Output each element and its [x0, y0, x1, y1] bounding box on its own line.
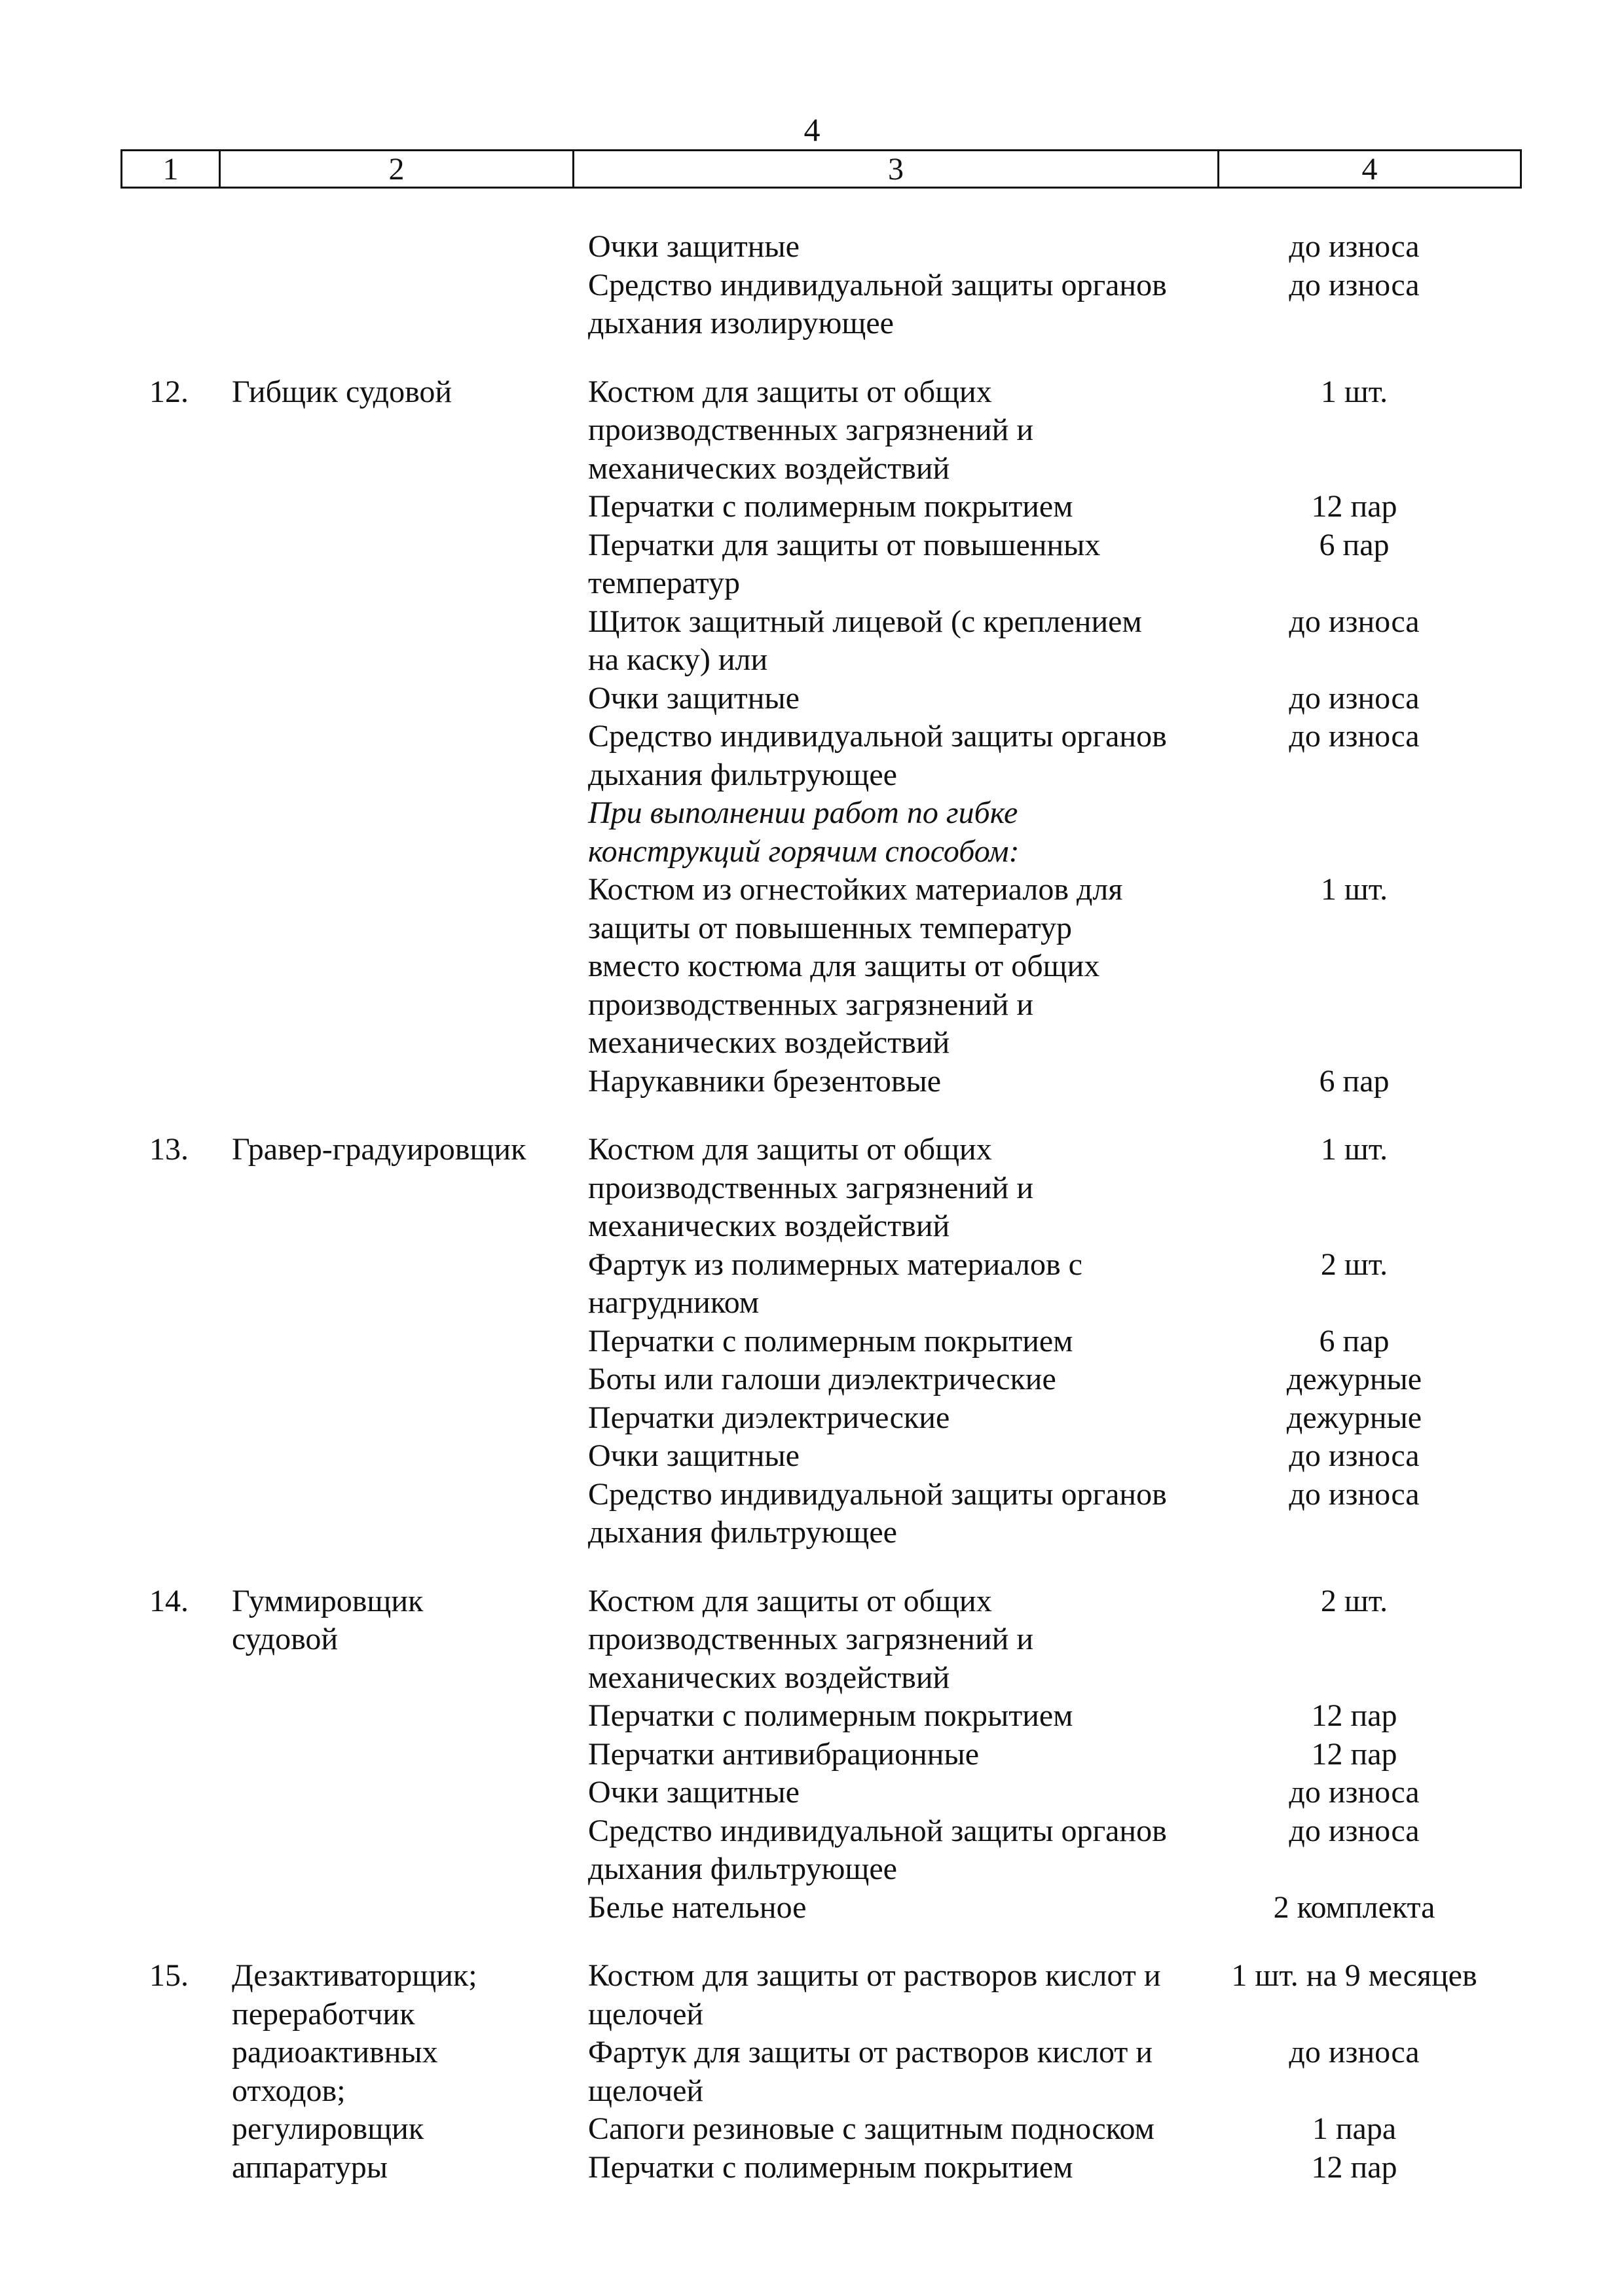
ppe-item-name: [588, 680, 1217, 718]
ppe-item-name-line: механических воздействий: [588, 1209, 950, 1243]
ppe-item-name-line: Боты или галоши диэлектрические: [588, 1362, 1056, 1396]
ppe-item-list: [588, 1957, 1624, 2187]
ppe-item-name: [588, 2149, 1217, 2187]
ppe-item-quantity: до износа: [1289, 2035, 1420, 2069]
ppe-item-quantity: до износа: [1289, 1775, 1420, 1810]
ppe-item-name-line: щелочей: [588, 2073, 704, 2108]
ppe-item-quantity: 1 шт.: [1320, 1132, 1388, 1167]
ppe-item: [588, 1437, 1624, 1476]
ppe-item-quantity: 12 пар: [1311, 489, 1397, 524]
ppe-item-name-line: Щиток защитный лицевой (с креплением: [588, 604, 1142, 639]
ppe-item-name: [588, 1774, 1217, 1812]
ppe-item: [588, 1131, 1624, 1246]
ppe-item-quantity: 6 пар: [1319, 527, 1390, 562]
ppe-item-name: [588, 2110, 1217, 2149]
ppe-item-quantity: 2 комплекта: [1273, 1889, 1435, 1925]
ppe-item-name-line: Перчатки с полимерным покрытием: [588, 1698, 1073, 1733]
column-header-row: [120, 149, 1522, 189]
ppe-item-name-line: механических воздействий: [588, 1025, 950, 1060]
ppe-item: [588, 718, 1624, 794]
entry-number: 12.: [149, 374, 189, 409]
ppe-item-name: [588, 526, 1217, 603]
column-header-2: 2: [221, 151, 574, 187]
ppe-item-name-line: производственных загрязнений и: [588, 1170, 1034, 1205]
ppe-item-quantity: до износа: [1289, 604, 1420, 639]
ppe-item: [588, 603, 1624, 680]
ppe-item-name: [588, 1322, 1217, 1361]
ppe-item-name-line: дыхания фильтрующее: [588, 757, 897, 792]
profession-name-line: регулировщик: [232, 2111, 424, 2146]
ppe-item-quantity: 12 пар: [1311, 2149, 1397, 2185]
ppe-item: [588, 373, 1624, 488]
ppe-item-name-line: Средство индивидуальной защиты органов: [588, 267, 1167, 302]
ppe-item-name: [588, 1697, 1217, 1736]
ppe-item: [588, 2033, 1624, 2110]
ppe-item: [588, 1476, 1624, 1552]
ppe-item-name-line: Очки защитные: [588, 1438, 800, 1473]
ppe-item-name: [588, 373, 1217, 488]
profession-name-line: Гуммировщик: [232, 1583, 424, 1618]
ppe-item: [588, 1322, 1624, 1361]
ppe-item: [588, 1246, 1624, 1322]
ppe-item-name-line: механических воздействий: [588, 1660, 950, 1695]
ppe-item-name-line: Перчатки диэлектрические: [588, 1400, 950, 1435]
ppe-item-name-line: Очки защитные: [588, 229, 800, 264]
ppe-item-name-line: Перчатки с полимерным покрытием: [588, 489, 1073, 524]
ppe-item: [588, 680, 1624, 718]
ppe-item-quantity: 2 шт.: [1320, 1583, 1388, 1618]
ppe-item-name: [588, 1063, 1217, 1101]
column-header-3: 3: [574, 151, 1219, 187]
ppe-item-name-line: Перчатки с полимерным покрытием: [588, 2149, 1073, 2185]
ppe-item-quantity: 2 шт.: [1320, 1247, 1388, 1282]
ppe-item-name: [588, 1812, 1217, 1889]
ppe-item-name-line: Перчатки антивибрационные: [588, 1736, 979, 1772]
profession-name-line: радиоактивных: [232, 2035, 438, 2069]
ppe-item-name-line: Перчатки для защиты от повышенных: [588, 527, 1101, 562]
ppe-item-name: [588, 1360, 1217, 1399]
ppe-item: [588, 1889, 1624, 1927]
ppe-item-name-line: вместо костюма для защиты от общих: [588, 949, 1100, 983]
ppe-item-name: [588, 228, 1217, 266]
ppe-item: [588, 228, 1624, 266]
ppe-item-quantity: дежурные: [1286, 1362, 1422, 1396]
ppe-item-list: [588, 1131, 1624, 1552]
ppe-item: [588, 526, 1624, 603]
ppe-item: [588, 794, 1624, 871]
ppe-item-name-line: При выполнении работ по гибке: [588, 795, 1018, 830]
ppe-item-name-line: Очки защитные: [588, 1775, 800, 1810]
ppe-item-name-line: нагрудником: [588, 1285, 760, 1320]
ppe-item-name: [588, 1399, 1217, 1438]
ppe-item-name: [588, 1582, 1217, 1698]
ppe-item-quantity: 1 шт.: [1320, 872, 1388, 907]
ppe-item-name-line: Средство индивидуальной защиты органов: [588, 719, 1167, 754]
ppe-item-name-line: Фартук для защиты от растворов кислот и: [588, 2035, 1153, 2069]
ppe-item: [588, 1774, 1624, 1812]
ppe-item-quantity: [1217, 794, 1492, 871]
ppe-item: [588, 2149, 1624, 2187]
ppe-item-name-line: конструкций горячим способом:: [588, 833, 1020, 869]
ppe-item-name-line: Костюм для защиты от общих: [588, 1132, 992, 1167]
ppe-item: [588, 1697, 1624, 1736]
profession-entry: [0, 1131, 1624, 1552]
ppe-item-name: [588, 2033, 1217, 2110]
ppe-item-name-line: Костюм для защиты от общих: [588, 1583, 992, 1618]
ppe-item-quantity: 1 шт. на 9 месяцев: [1231, 1958, 1477, 1993]
ppe-item-name: [588, 1246, 1217, 1322]
ppe-item-name-line: производственных загрязнений и: [588, 1622, 1034, 1656]
continuation-block: [0, 228, 1624, 343]
ppe-item: [588, 488, 1624, 526]
profession-entry: [0, 1957, 1624, 2187]
ppe-item-name: [588, 1736, 1217, 1774]
condition-note: [588, 794, 1217, 871]
ppe-item: [588, 2110, 1624, 2149]
ppe-item-name-line: Костюм для защиты от общих: [588, 374, 992, 409]
ppe-item: [588, 1360, 1624, 1399]
ppe-item: [588, 1399, 1624, 1438]
ppe-item-name-line: Костюм для защиты от растворов кислот и: [588, 1958, 1161, 1993]
ppe-item-name-line: щелочей: [588, 1996, 704, 2032]
ppe-item-name-line: дыхания изолирующее: [588, 306, 894, 340]
profession-name: [232, 373, 572, 412]
ppe-item-name-line: Очки защитные: [588, 680, 800, 716]
entry-number: 13.: [149, 1132, 189, 1167]
ppe-item-name: [588, 1131, 1217, 1246]
ppe-item-quantity: 1 шт.: [1320, 374, 1388, 409]
ppe-item-name-line: Костюм из огнестойких материалов для: [588, 872, 1123, 907]
ppe-item-name-line: Белье нательное: [588, 1889, 807, 1925]
ppe-item-name-line: Средство индивидуальной защиты органов: [588, 1813, 1167, 1848]
ppe-item-quantity: 6 пар: [1319, 1063, 1390, 1099]
profession-name: [232, 1582, 572, 1659]
ppe-item-name: [588, 1957, 1217, 2033]
ppe-item-quantity: 1 пара: [1312, 2111, 1397, 2146]
ppe-item-name-line: температур: [588, 566, 741, 600]
ppe-item-name: [588, 266, 1217, 343]
profession-name-line: аппаратуры: [232, 2149, 388, 2185]
ppe-item-name-line: Фартук из полимерных материалов с: [588, 1247, 1082, 1282]
ppe-item-quantity: дежурные: [1286, 1400, 1422, 1435]
ppe-item-name-line: на каску) или: [588, 642, 768, 677]
ppe-item: [588, 1812, 1624, 1889]
profession-name: [232, 1957, 572, 2187]
column-header-4: 4: [1361, 152, 1378, 187]
ppe-item-list: [588, 228, 1624, 343]
ppe-item: [588, 1063, 1624, 1101]
ppe-item: [588, 1957, 1624, 2033]
profession-name-line: отходов;: [232, 2073, 346, 2108]
column-header-1: 1: [122, 151, 221, 187]
ppe-item-name-line: Сапоги резиновые с защитным подноском: [588, 2111, 1154, 2146]
ppe-item-list: [588, 373, 1624, 1101]
ppe-item-quantity: 12 пар: [1311, 1698, 1397, 1733]
ppe-item-name: [588, 1437, 1217, 1476]
ppe-item: [588, 871, 1624, 1063]
ppe-item-name: [588, 718, 1217, 794]
ppe-item-name: [588, 1476, 1217, 1552]
ppe-item-name-line: механических воздействий: [588, 450, 950, 486]
ppe-item-name: [588, 871, 1217, 1063]
entry-number: 14.: [149, 1583, 189, 1618]
ppe-item-name-line: защиты от повышенных температур: [588, 910, 1073, 945]
profession-name-line: Гибщик судовой: [232, 374, 452, 409]
ppe-item: [588, 1736, 1624, 1774]
ppe-item-quantity: до износа: [1289, 680, 1420, 716]
ppe-item: [588, 266, 1624, 343]
ppe-item-name-line: дыхания фильтрующее: [588, 1515, 897, 1550]
ppe-item-list: [588, 1582, 1624, 1927]
profession-entry: [0, 373, 1624, 1101]
ppe-item-quantity: до износа: [1289, 1476, 1420, 1512]
ppe-item-quantity: 12 пар: [1311, 1736, 1397, 1772]
ppe-item-name-line: производственных загрязнений и: [588, 987, 1034, 1022]
ppe-item-name-line: Нарукавники брезентовые: [588, 1063, 942, 1099]
ppe-item: [588, 1582, 1624, 1698]
entry-number: 15.: [149, 1958, 189, 1993]
profession-entry: [0, 1582, 1624, 1927]
ppe-item-name-line: дыхания фильтрующее: [588, 1851, 897, 1886]
ppe-item-quantity: до износа: [1289, 1813, 1420, 1848]
ppe-table-body: [0, 228, 1624, 2187]
ppe-item-name: [588, 488, 1217, 526]
ppe-item-quantity: 6 пар: [1319, 1323, 1390, 1358]
profession-name-line: переработчик: [232, 1996, 415, 2032]
profession-name-line: судовой: [232, 1622, 339, 1656]
profession-name-line: Гравер-градуировщик: [232, 1132, 526, 1167]
ppe-item-name-line: производственных загрязнений и: [588, 412, 1034, 447]
ppe-item-quantity: до износа: [1289, 267, 1420, 302]
profession-name-line: Дезактиваторщик;: [232, 1958, 477, 1993]
ppe-item-name: [588, 603, 1217, 680]
page-number: 4: [803, 111, 821, 148]
ppe-item-name: [588, 1889, 1217, 1927]
ppe-item-quantity: до износа: [1289, 229, 1420, 264]
ppe-item-quantity: до износа: [1289, 719, 1420, 754]
ppe-item-quantity: до износа: [1289, 1438, 1420, 1473]
profession-name: [232, 1131, 572, 1169]
ppe-item-name-line: Перчатки с полимерным покрытием: [588, 1323, 1073, 1358]
ppe-item-name-line: Средство индивидуальной защиты органов: [588, 1476, 1167, 1512]
